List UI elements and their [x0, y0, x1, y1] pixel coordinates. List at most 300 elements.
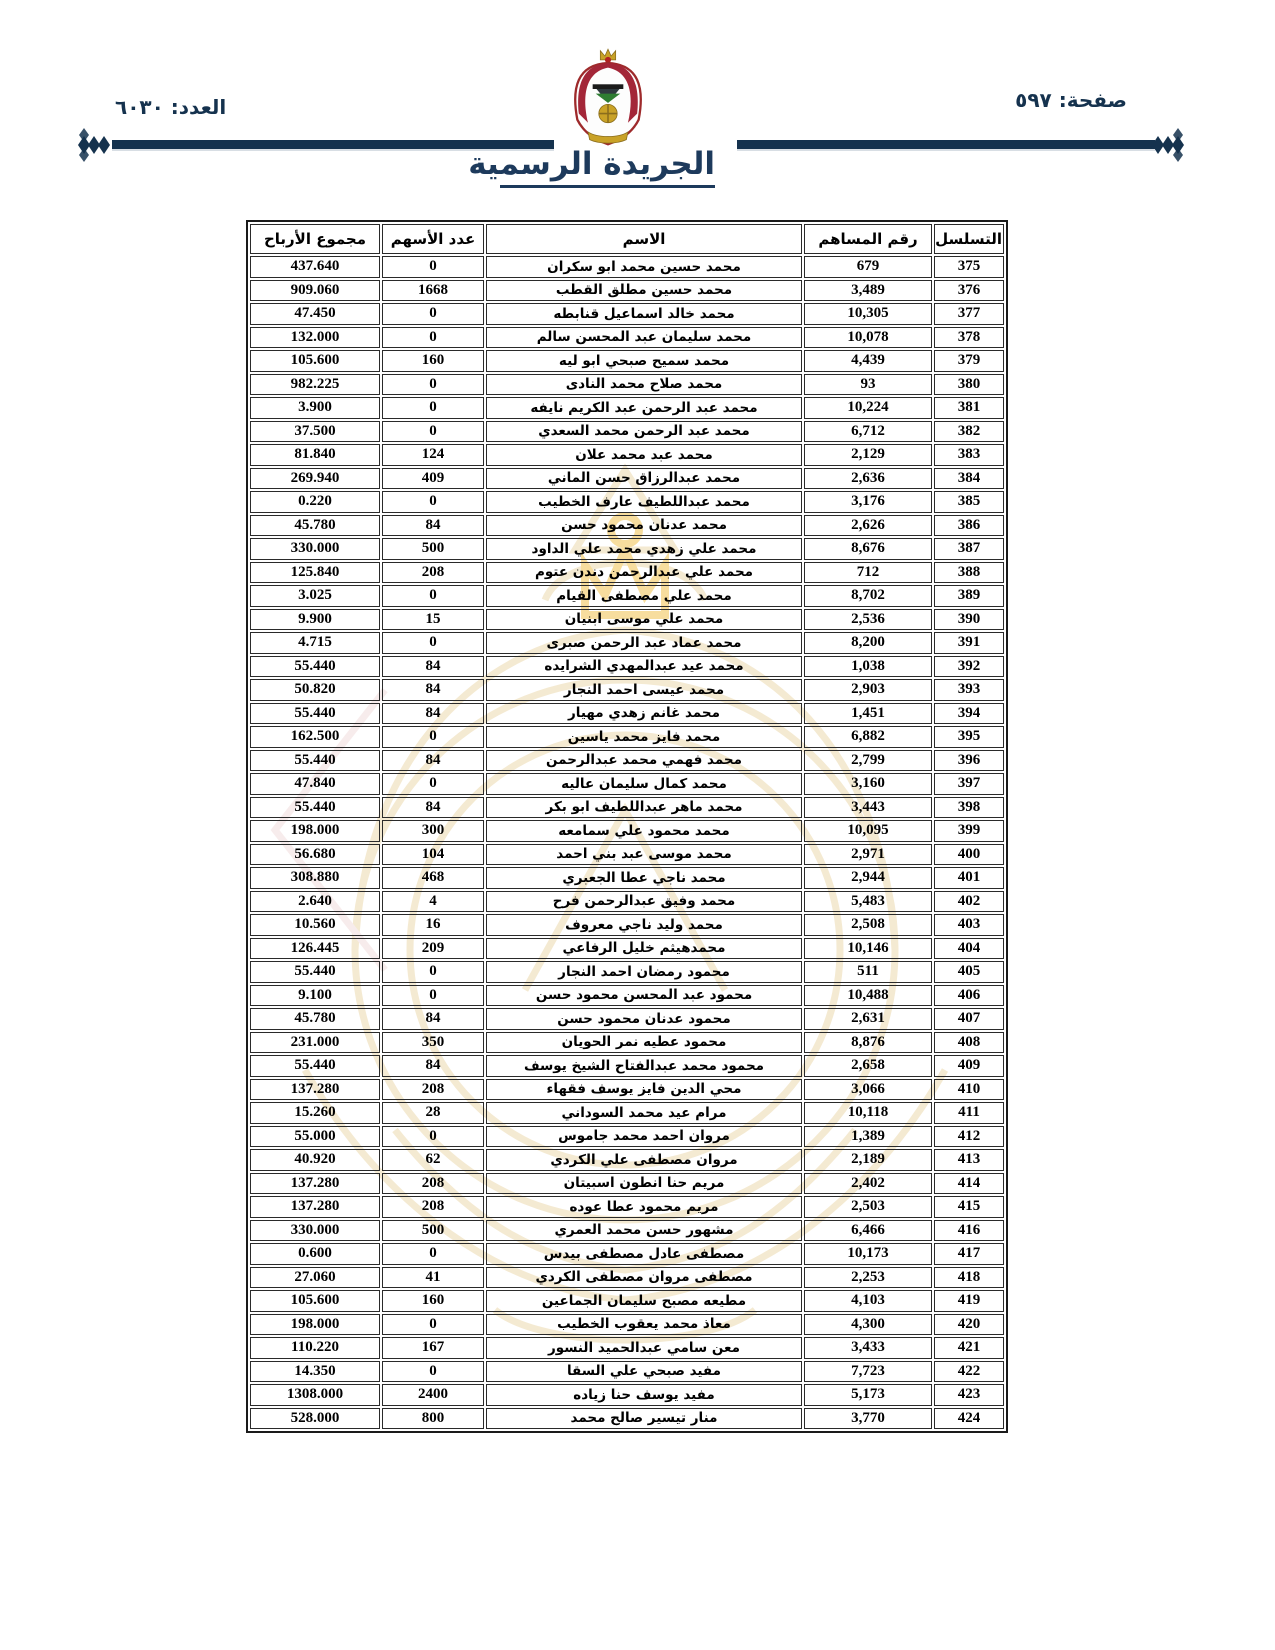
serial-cell: 380 — [934, 374, 1004, 396]
serial-cell: 417 — [934, 1243, 1004, 1265]
serial-cell: 393 — [934, 679, 1004, 701]
profits-cell: 55.000 — [250, 1126, 380, 1148]
name-cell: مفيد يوسف حنا زياده — [486, 1384, 802, 1406]
shareholder-number-cell: 2,402 — [804, 1173, 932, 1195]
name-cell: محمد ماهر عبداللطيف ابو بكر — [486, 797, 802, 819]
serial-cell: 401 — [934, 867, 1004, 889]
profits-cell: 528.000 — [250, 1408, 380, 1430]
shares-cell: 0 — [382, 1361, 484, 1383]
name-cell: محمود رمضان احمد النجار — [486, 961, 802, 983]
column-header-name: الاسم — [486, 224, 802, 254]
name-cell: محمد عبد الرحمن عبد الكريم نايفه — [486, 397, 802, 419]
shares-cell: 0 — [382, 421, 484, 443]
shares-cell: 62 — [382, 1149, 484, 1171]
serial-cell: 404 — [934, 938, 1004, 960]
table-row — [250, 1384, 1004, 1406]
serial-cell: 396 — [934, 750, 1004, 772]
table-row — [250, 961, 1004, 983]
shares-cell: 208 — [382, 562, 484, 584]
profits-cell: 105.600 — [250, 350, 380, 372]
profits-cell: 909.060 — [250, 280, 380, 302]
table-row — [250, 1055, 1004, 1077]
shares-cell: 160 — [382, 350, 484, 372]
shareholder-number-cell: 6,712 — [804, 421, 932, 443]
shareholder-number-cell: 2,658 — [804, 1055, 932, 1077]
table-row — [250, 703, 1004, 725]
shareholder-number-cell: 2,626 — [804, 515, 932, 537]
name-cell: محمد فايز محمد ياسين — [486, 726, 802, 748]
shareholders-table — [246, 220, 1008, 1433]
shareholder-number-cell: 3,176 — [804, 491, 932, 513]
serial-cell: 411 — [934, 1102, 1004, 1124]
table-row — [250, 515, 1004, 537]
shareholder-number-cell: 2,503 — [804, 1196, 932, 1218]
shares-cell: 800 — [382, 1408, 484, 1430]
name-cell: محمد سميح صبحي ابو ليه — [486, 350, 802, 372]
name-cell: محمد عبدالرزاق حسن الماني — [486, 468, 802, 490]
profits-cell: 14.350 — [250, 1361, 380, 1383]
serial-cell: 384 — [934, 468, 1004, 490]
name-cell: محمد سليمان عبد المحسن سالم — [486, 327, 802, 349]
table-row — [250, 1243, 1004, 1265]
name-cell: محمد محمود علي سمامعه — [486, 820, 802, 842]
table-row — [250, 468, 1004, 490]
serial-cell: 402 — [934, 891, 1004, 913]
shareholder-number-cell: 8,702 — [804, 585, 932, 607]
serial-cell: 387 — [934, 538, 1004, 560]
shares-cell: 208 — [382, 1196, 484, 1218]
table-row — [250, 656, 1004, 678]
shareholder-number-cell: 1,451 — [804, 703, 932, 725]
shareholder-number-cell: 8,200 — [804, 632, 932, 654]
serial-cell: 382 — [934, 421, 1004, 443]
name-cell: مروان مصطفى علي الكردي — [486, 1149, 802, 1171]
serial-cell: 386 — [934, 515, 1004, 537]
name-cell: محمد صلاح محمد النادى — [486, 374, 802, 396]
profits-cell: 437.640 — [250, 256, 380, 278]
profits-cell: 137.280 — [250, 1196, 380, 1218]
profits-cell: 137.280 — [250, 1173, 380, 1195]
table-row — [250, 256, 1004, 278]
shares-cell: 209 — [382, 938, 484, 960]
profits-cell: 125.840 — [250, 562, 380, 584]
shareholder-number-cell: 10,078 — [804, 327, 932, 349]
name-cell: مصطفى مروان مصطفى الكردي — [486, 1267, 802, 1289]
shares-cell: 0 — [382, 1126, 484, 1148]
serial-cell: 398 — [934, 797, 1004, 819]
profits-cell: 55.440 — [250, 750, 380, 772]
table-row — [250, 491, 1004, 513]
serial-cell: 400 — [934, 844, 1004, 866]
profits-cell: 9.900 — [250, 609, 380, 631]
shareholder-number-cell: 2,631 — [804, 1008, 932, 1030]
shares-cell: 0 — [382, 985, 484, 1007]
name-cell: محمد وفيق عبدالرحمن فرح — [486, 891, 802, 913]
shareholder-number-cell: 2,508 — [804, 914, 932, 936]
name-cell: مفيد صبحي علي السقا — [486, 1361, 802, 1383]
name-cell: محمد عبد محمد علان — [486, 444, 802, 466]
name-cell: محمد ناجي عطا الجعبري — [486, 867, 802, 889]
shareholder-number-cell: 8,676 — [804, 538, 932, 560]
profits-cell: 55.440 — [250, 1055, 380, 1077]
shares-cell: 208 — [382, 1079, 484, 1101]
table-row — [250, 1220, 1004, 1242]
profits-cell: 162.500 — [250, 726, 380, 748]
name-cell: محمد فهمي محمد عبدالرحمن — [486, 750, 802, 772]
name-cell: محمد كمال سليمان عاليه — [486, 773, 802, 795]
shares-cell: 0 — [382, 491, 484, 513]
table-row — [250, 1079, 1004, 1101]
serial-cell: 414 — [934, 1173, 1004, 1195]
table-row — [250, 327, 1004, 349]
shares-cell: 1668 — [382, 280, 484, 302]
name-cell: محمود محمد عبدالفتاح الشيخ يوسف — [486, 1055, 802, 1077]
column-header-serial: التسلسل — [934, 224, 1004, 254]
table-row — [250, 679, 1004, 701]
table-row — [250, 1102, 1004, 1124]
profits-cell: 3.025 — [250, 585, 380, 607]
name-cell: مصطفى عادل مصطفى بيدس — [486, 1243, 802, 1265]
serial-cell: 378 — [934, 327, 1004, 349]
shares-cell: 0 — [382, 632, 484, 654]
issue-number-label: العدد: ٦٠٣٠ — [115, 95, 227, 119]
shareholder-number-cell: 10,118 — [804, 1102, 932, 1124]
serial-cell: 388 — [934, 562, 1004, 584]
table-row — [250, 1126, 1004, 1148]
table-row — [250, 1290, 1004, 1312]
table-row — [250, 1408, 1004, 1430]
shareholder-number-cell: 2,636 — [804, 468, 932, 490]
table-row — [250, 844, 1004, 866]
shares-cell: 500 — [382, 538, 484, 560]
name-cell: معن سامي عبدالحميد النسور — [486, 1337, 802, 1359]
serial-cell: 403 — [934, 914, 1004, 936]
shareholder-number-cell: 2,536 — [804, 609, 932, 631]
profits-cell: 47.450 — [250, 303, 380, 325]
profits-cell: 81.840 — [250, 444, 380, 466]
column-header-profits: مجموع الأرباح — [250, 224, 380, 254]
table-row — [250, 1196, 1004, 1218]
shareholder-number-cell: 10,095 — [804, 820, 932, 842]
profits-cell: 132.000 — [250, 327, 380, 349]
name-cell: محي الدين فايز يوسف فقهاء — [486, 1079, 802, 1101]
serial-cell: 410 — [934, 1079, 1004, 1101]
column-header-shares: عدد الأسهم — [382, 224, 484, 254]
name-cell: محمد موسى عبد بني احمد — [486, 844, 802, 866]
serial-cell: 375 — [934, 256, 1004, 278]
shares-cell: 84 — [382, 750, 484, 772]
page-number-label: صفحة: ٥٩٧ — [1015, 88, 1127, 112]
shareholder-number-cell: 3,489 — [804, 280, 932, 302]
profits-cell: 9.100 — [250, 985, 380, 1007]
name-cell: مروان احمد محمد جاموس — [486, 1126, 802, 1148]
table-row — [250, 350, 1004, 372]
name-cell: محمد حسين مطلق القطب — [486, 280, 802, 302]
table-row — [250, 1337, 1004, 1359]
profits-cell: 56.680 — [250, 844, 380, 866]
serial-cell: 397 — [934, 773, 1004, 795]
table-row — [250, 585, 1004, 607]
shares-cell: 104 — [382, 844, 484, 866]
shareholder-number-cell: 2,253 — [804, 1267, 932, 1289]
shares-cell: 0 — [382, 327, 484, 349]
serial-cell: 376 — [934, 280, 1004, 302]
profits-cell: 0.220 — [250, 491, 380, 513]
shareholder-number-cell: 1,389 — [804, 1126, 932, 1148]
shareholder-number-cell: 3,433 — [804, 1337, 932, 1359]
name-cell: محمد عدنان محمود حسن — [486, 515, 802, 537]
shareholder-number-cell: 2,971 — [804, 844, 932, 866]
shareholder-number-cell: 2,189 — [804, 1149, 932, 1171]
profits-cell: 40.920 — [250, 1149, 380, 1171]
shareholder-number-cell: 3,066 — [804, 1079, 932, 1101]
table-row — [250, 538, 1004, 560]
name-cell: محمود عدنان محمود حسن — [486, 1008, 802, 1030]
serial-cell: 409 — [934, 1055, 1004, 1077]
profits-cell: 47.840 — [250, 773, 380, 795]
shares-cell: 84 — [382, 1008, 484, 1030]
table-row — [250, 1173, 1004, 1195]
name-cell: مرام عيد محمد السوداني — [486, 1102, 802, 1124]
table-row — [250, 632, 1004, 654]
profits-cell: 198.000 — [250, 1314, 380, 1336]
name-cell: محمد علي موسى ابنيان — [486, 609, 802, 631]
shareholder-number-cell: 6,466 — [804, 1220, 932, 1242]
table-row — [250, 562, 1004, 584]
serial-cell: 377 — [934, 303, 1004, 325]
table-row — [250, 1361, 1004, 1383]
table-row — [250, 1032, 1004, 1054]
profits-cell: 982.225 — [250, 374, 380, 396]
profits-cell: 10.560 — [250, 914, 380, 936]
profits-cell: 3.900 — [250, 397, 380, 419]
shareholder-number-cell: 679 — [804, 256, 932, 278]
profits-cell: 231.000 — [250, 1032, 380, 1054]
shares-cell: 500 — [382, 1220, 484, 1242]
name-cell: محمد عيد عبدالمهدي الشرايده — [486, 656, 802, 678]
jordan-coat-of-arms-icon — [562, 48, 654, 150]
shares-cell: 2400 — [382, 1384, 484, 1406]
shares-cell: 0 — [382, 585, 484, 607]
name-cell: مطيعه مصبح سليمان الجماعين — [486, 1290, 802, 1312]
shares-cell: 0 — [382, 303, 484, 325]
shareholder-number-cell: 10,488 — [804, 985, 932, 1007]
profits-cell: 55.440 — [250, 961, 380, 983]
serial-cell: 385 — [934, 491, 1004, 513]
shares-cell: 84 — [382, 515, 484, 537]
shares-cell: 0 — [382, 726, 484, 748]
name-cell: مريم حنا انطون اسبيتان — [486, 1173, 802, 1195]
profits-cell: 137.280 — [250, 1079, 380, 1101]
shares-cell: 28 — [382, 1102, 484, 1124]
table-row — [250, 773, 1004, 795]
name-cell: محمود عطيه نمر الحويان — [486, 1032, 802, 1054]
serial-cell: 383 — [934, 444, 1004, 466]
shares-cell: 124 — [382, 444, 484, 466]
shareholder-number-cell: 10,173 — [804, 1243, 932, 1265]
header-divider-right — [737, 140, 1155, 149]
profits-cell: 0.600 — [250, 1243, 380, 1265]
name-cell: محمد علي عبدالرحمن دندن عتوم — [486, 562, 802, 584]
profits-cell: 1308.000 — [250, 1384, 380, 1406]
serial-cell: 405 — [934, 961, 1004, 983]
shares-cell: 0 — [382, 374, 484, 396]
shareholder-number-cell: 3,443 — [804, 797, 932, 819]
table-row — [250, 867, 1004, 889]
shares-cell: 16 — [382, 914, 484, 936]
table-row — [250, 914, 1004, 936]
shares-cell: 0 — [382, 1243, 484, 1265]
table-row — [250, 1314, 1004, 1336]
shares-cell: 160 — [382, 1290, 484, 1312]
profits-cell: 126.445 — [250, 938, 380, 960]
serial-cell: 420 — [934, 1314, 1004, 1336]
profits-cell: 45.780 — [250, 515, 380, 537]
table-row — [250, 891, 1004, 913]
profits-cell: 45.780 — [250, 1008, 380, 1030]
serial-cell: 413 — [934, 1149, 1004, 1171]
table-row — [250, 280, 1004, 302]
name-cell: محمد حسين محمد ابو سكران — [486, 256, 802, 278]
name-cell: محمد علي مصطفى القيام — [486, 585, 802, 607]
name-cell: محمد عماد عبد الرحمن صبرى — [486, 632, 802, 654]
serial-cell: 407 — [934, 1008, 1004, 1030]
name-cell: منار تيسير صالح محمد — [486, 1408, 802, 1430]
shares-cell: 84 — [382, 679, 484, 701]
profits-cell: 110.220 — [250, 1337, 380, 1359]
shareholder-number-cell: 5,483 — [804, 891, 932, 913]
table-row — [250, 1008, 1004, 1030]
serial-cell: 418 — [934, 1267, 1004, 1289]
profits-cell: 37.500 — [250, 421, 380, 443]
table-row — [250, 985, 1004, 1007]
name-cell: محمد وليد ناجي معروف — [486, 914, 802, 936]
table-row — [250, 609, 1004, 631]
table-row — [250, 750, 1004, 772]
name-cell: محمد خالد اسماعيل قنابطه — [486, 303, 802, 325]
profits-cell: 55.440 — [250, 703, 380, 725]
name-cell: محمد علي زهدي محمد علي الداود — [486, 538, 802, 560]
table-row — [250, 1267, 1004, 1289]
shareholder-number-cell: 4,103 — [804, 1290, 932, 1312]
shares-cell: 0 — [382, 1314, 484, 1336]
table-row — [250, 938, 1004, 960]
left-ornament-icon — [76, 128, 110, 162]
shares-cell: 84 — [382, 703, 484, 725]
name-cell: محمد عبد الرحمن محمد السعدي — [486, 421, 802, 443]
serial-cell: 406 — [934, 985, 1004, 1007]
table-row — [250, 1149, 1004, 1171]
serial-cell: 424 — [934, 1408, 1004, 1430]
serial-cell: 422 — [934, 1361, 1004, 1383]
serial-cell: 390 — [934, 609, 1004, 631]
profits-cell: 330.000 — [250, 538, 380, 560]
serial-cell: 379 — [934, 350, 1004, 372]
name-cell: محمد عيسى احمد النجار — [486, 679, 802, 701]
profits-cell: 2.640 — [250, 891, 380, 913]
shareholder-number-cell: 2,944 — [804, 867, 932, 889]
serial-cell: 391 — [934, 632, 1004, 654]
gazette-title: الجريدة الرسمية — [500, 146, 715, 188]
profits-cell: 105.600 — [250, 1290, 380, 1312]
shares-cell: 41 — [382, 1267, 484, 1289]
profits-cell: 4.715 — [250, 632, 380, 654]
shares-cell: 409 — [382, 468, 484, 490]
serial-cell: 394 — [934, 703, 1004, 725]
shares-cell: 84 — [382, 656, 484, 678]
shareholder-number-cell: 1,038 — [804, 656, 932, 678]
serial-cell: 408 — [934, 1032, 1004, 1054]
shares-cell: 84 — [382, 1055, 484, 1077]
profits-cell: 198.000 — [250, 820, 380, 842]
serial-cell: 399 — [934, 820, 1004, 842]
serial-cell: 416 — [934, 1220, 1004, 1242]
serial-cell: 421 — [934, 1337, 1004, 1359]
table-row — [250, 374, 1004, 396]
profits-cell: 269.940 — [250, 468, 380, 490]
shareholder-number-cell: 2,903 — [804, 679, 932, 701]
shares-cell: 468 — [382, 867, 484, 889]
table-row — [250, 797, 1004, 819]
shareholders-table-container — [262, 220, 1008, 1433]
shareholder-number-cell: 7,723 — [804, 1361, 932, 1383]
shareholder-number-cell: 93 — [804, 374, 932, 396]
table-row — [250, 726, 1004, 748]
profits-cell: 27.060 — [250, 1267, 380, 1289]
table-row — [250, 303, 1004, 325]
shareholder-number-cell: 2,799 — [804, 750, 932, 772]
profits-cell: 55.440 — [250, 797, 380, 819]
shareholder-number-cell: 10,224 — [804, 397, 932, 419]
shares-cell: 0 — [382, 256, 484, 278]
serial-cell: 415 — [934, 1196, 1004, 1218]
shareholder-number-cell: 3,770 — [804, 1408, 932, 1430]
profits-cell: 15.260 — [250, 1102, 380, 1124]
table-row — [250, 421, 1004, 443]
shareholder-number-cell: 2,129 — [804, 444, 932, 466]
shares-cell: 0 — [382, 961, 484, 983]
shareholder-number-cell: 4,300 — [804, 1314, 932, 1336]
shareholder-number-cell: 511 — [804, 961, 932, 983]
serial-cell: 395 — [934, 726, 1004, 748]
shareholder-number-cell: 8,876 — [804, 1032, 932, 1054]
serial-cell: 412 — [934, 1126, 1004, 1148]
shares-cell: 84 — [382, 797, 484, 819]
name-cell: معاذ محمد يعقوب الخطيب — [486, 1314, 802, 1336]
shares-cell: 4 — [382, 891, 484, 913]
shares-cell: 350 — [382, 1032, 484, 1054]
shares-cell: 0 — [382, 773, 484, 795]
serial-cell: 392 — [934, 656, 1004, 678]
shareholder-number-cell: 10,305 — [804, 303, 932, 325]
serial-cell: 423 — [934, 1384, 1004, 1406]
profits-cell: 308.880 — [250, 867, 380, 889]
shares-cell: 208 — [382, 1173, 484, 1195]
name-cell: محمدهيثم خليل الرفاعي — [486, 938, 802, 960]
table-header-row — [250, 224, 1004, 254]
shares-cell: 167 — [382, 1337, 484, 1359]
serial-cell: 381 — [934, 397, 1004, 419]
shares-cell: 300 — [382, 820, 484, 842]
shares-cell: 0 — [382, 397, 484, 419]
table-row — [250, 397, 1004, 419]
serial-cell: 389 — [934, 585, 1004, 607]
serial-cell: 419 — [934, 1290, 1004, 1312]
shareholder-number-cell: 712 — [804, 562, 932, 584]
shareholder-number-cell: 10,146 — [804, 938, 932, 960]
name-cell: محمد عبداللطيف عارف الخطيب — [486, 491, 802, 513]
shareholder-number-cell: 6,882 — [804, 726, 932, 748]
